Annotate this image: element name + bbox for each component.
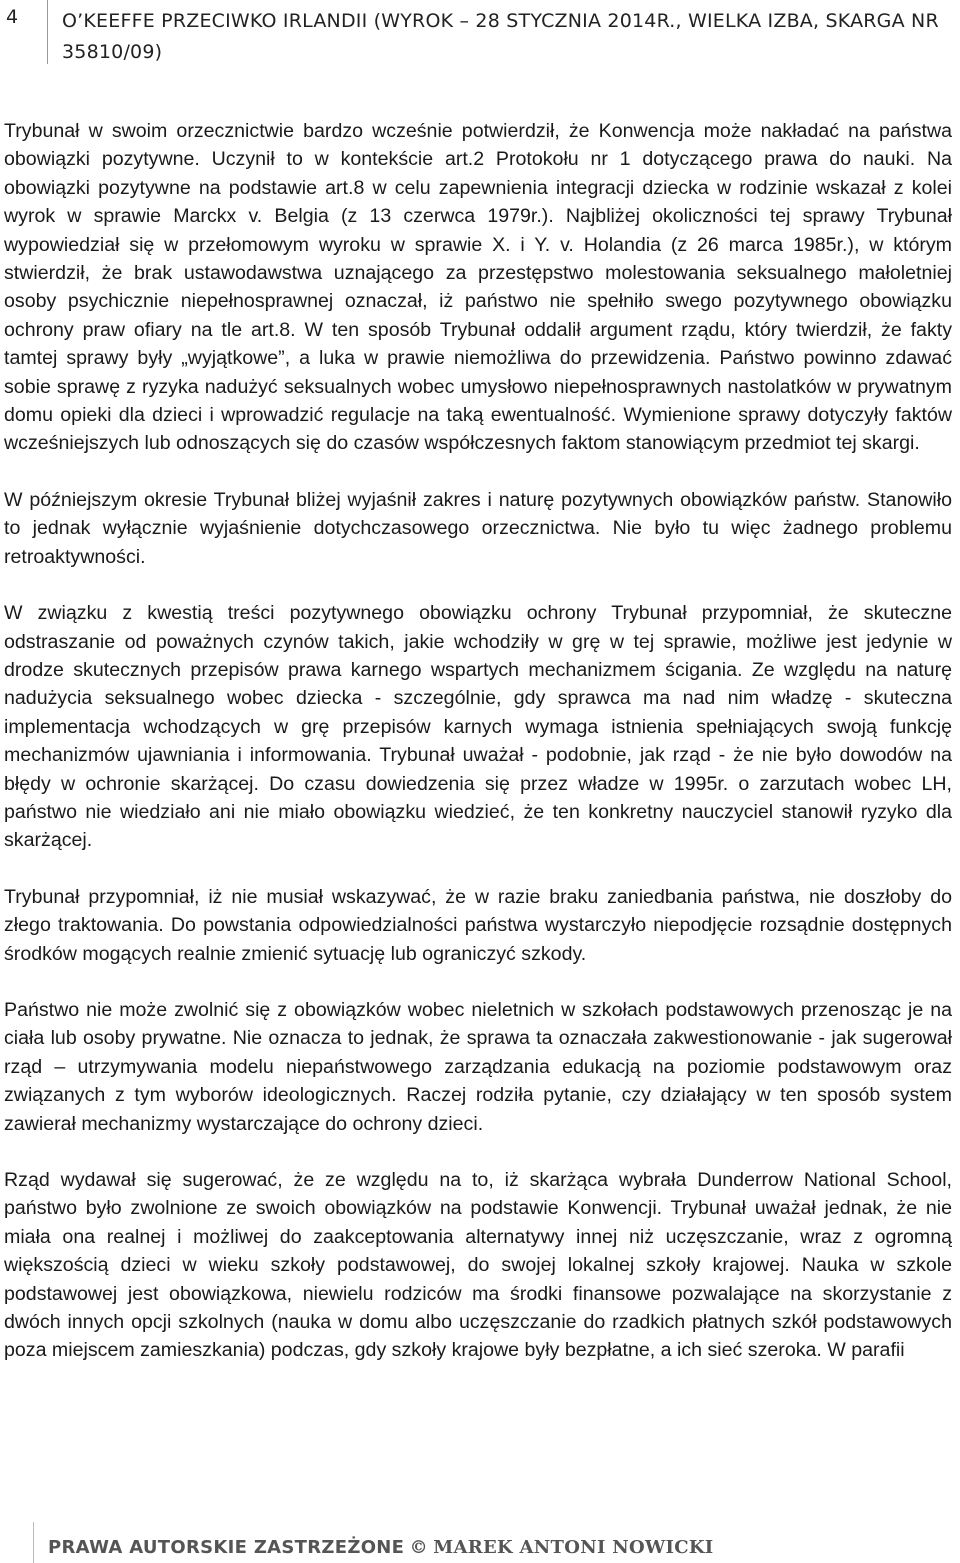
paragraph-3: W związku z kwestią treści pozytywnego obowiązku ochrony Trybunał przypomniał, że skuteczne odstraszanie od poważnych czynów takich, jakie wchodziły w grę w tej sprawie, możliwe jest jedynie w drodze skutecznych przepisów prawa karnego wspartych mechanizmem ścigania. Ze względu na naturę nadużycia seksualnego wobec dziecka - szczególnie, gdy sprawca ma nad nim władzę - skuteczna implementacja wchodzących w grę przepisów karnych wymaga istnienia spełniających swoją funkcję mechanizmów ujawniania i informowania. Trybunał uważał - podobnie, jak rząd - że nie było dowodów na błędy w ochronie skarżącej. Do czasu dowiedzenia się przez władze w 1995r. o zarzutach wobec LH, państwo nie wiedziało ani nie miało obowiązku wiedzieć, że ten konkretny nauczyciel stanowił ryzyko dla skarżącej. bbox=[4, 602, 952, 852]
document-body bbox=[4, 117, 952, 1393]
paragraph-5: Państwo nie może zwolnić się z obowiązków wobec nieletnich w szkołach podstawowych przenosząc je na ciała lub osoby prywatne. Nie oznacza to jednak, że sprawa ta oznaczała zakwestionowanie - jak sugerował rząd – utrzymywania modelu niepaństwowego zarządzania edukacją na poziomie podstawowym oraz związanych z tym wyborów ideologicznych. Raczej rodziła pytanie, czy działający w ten sposób system zawierał mechanizmy wystarczające do ochrony dzieci. bbox=[4, 998, 952, 1135]
page-header bbox=[0, 0, 960, 66]
page-footer bbox=[0, 1522, 960, 1563]
paragraph-1: Trybunał w swoim orzecznictwie bardzo wcześnie potwierdził, że Konwencja może nakładać na państwa obowiązki pozytywne. Uczynił to w kontekście art.2 Protokołu nr 1 dotyczącego prawa do nauki. Na obowiązki pozytywne na podstawie art.8 w celu zapewnienia integracji dziecka w rodzinie wskazał z kolei wyrok w sprawie Marckx v. Belgia (z 13 czerwca 1979r.). Najbliżej okoliczności tej sprawy Trybunał wypowiedział się w przełomowym wyroku w sprawie X. i Y. v. Holandia (z 26 marca 1985r.), w którym stwierdził, że brak ustawodawstwa uznającego za przestępstwo molestowania seksualnego małoletniej osoby psychicznie niepełnosprawnej oznaczał, iż państwo nie spełniło swego pozytywnego obowiązku ochrony praw ofiary na tle art.8. W ten sposób Trybunał oddalił argument rządu, który twierdził, że fakty tamtej sprawy były „wyjątkowe”, a luka w prawie niemożliwa do przewidzenia. Państwo powinno zdawać sobie sprawę z ryzyka nadużyć seksualnych wobec umysłowo niepełnosprawnych nastolatków w prywatnym domu opieki dla dzieci i wprowadzić regulacje na taką ewentualność. Wymienione sprawy dotyczyły faktów wcześniejszych lub odnoszących się do czasów współczesnych faktom stanowiącym przedmiot tej skargi. bbox=[4, 120, 952, 455]
paragraph-6: Rząd wydawał się sugerować, że ze względu na to, iż skarżąca wybrała Dunderrow National School, państwo było zwolnione ze swoich obowiązków na podstawie Konwencji. Trybunał uważał jednak, że nie miała ona realnej i możliwej do zaakceptowania alternatywy innej niż uczęszczanie, wraz z ogromną większością dzieci w wieku szkoły podstawowej, do swojej lokalnej szkoły krajowej. Nauka w szkole podstawowej jest obowiązkowa, niewielu rodziców ma środki finansowe pozwalające na skorzystanie z dwóch innych opcji szkolnych (nauka w domu albo uczęszczanie do rzadkich płatnych szkół podstawowych poza miejscem zamieszkania) podczas, gdy szkoły krajowe były bezpłatne, a ich sieć szeroka. W parafii bbox=[4, 1169, 952, 1362]
copyright-icon: © bbox=[409, 1537, 428, 1558]
paragraph-2: W późniejszym okresie Trybunał bliżej wyjaśnił zakres i naturę pozytywnych obowiązków państw. Stanowiło to jednak wyłącznie wyjaśnienie dotychczasowego orzecznictwa. Nie było tu więc żadnego problemu retroaktywności. bbox=[4, 488, 952, 568]
document-title: O’KEEFFE PRZECIWKO IRLANDII (WYROK – 28 STYCZNIA 2014R., WIELKA IZBA, SKARGA NR 35810/09) bbox=[62, 10, 939, 63]
author-name: MAREK ANTONI NOWICKI bbox=[433, 1537, 714, 1558]
copyright-notice bbox=[48, 1537, 714, 1558]
paragraph-4: Trybunał przypomniał, iż nie musiał wskazywać, że w razie braku zaniedbania państwa, nie doszłoby do złego traktowania. Do powstania odpowiedzialności państwa wystarczyło niepodjęcie rozsądnie dostępnych środków mogących realnie zmienić sytuację lub ograniczyć szkody. bbox=[4, 885, 952, 965]
page-number: 4 bbox=[6, 6, 19, 28]
rights-reserved-label: PRAWA AUTORSKIE ZASTRZEŻONE bbox=[48, 1537, 405, 1558]
header-divider bbox=[47, 0, 48, 64]
footer-divider bbox=[33, 1522, 34, 1563]
